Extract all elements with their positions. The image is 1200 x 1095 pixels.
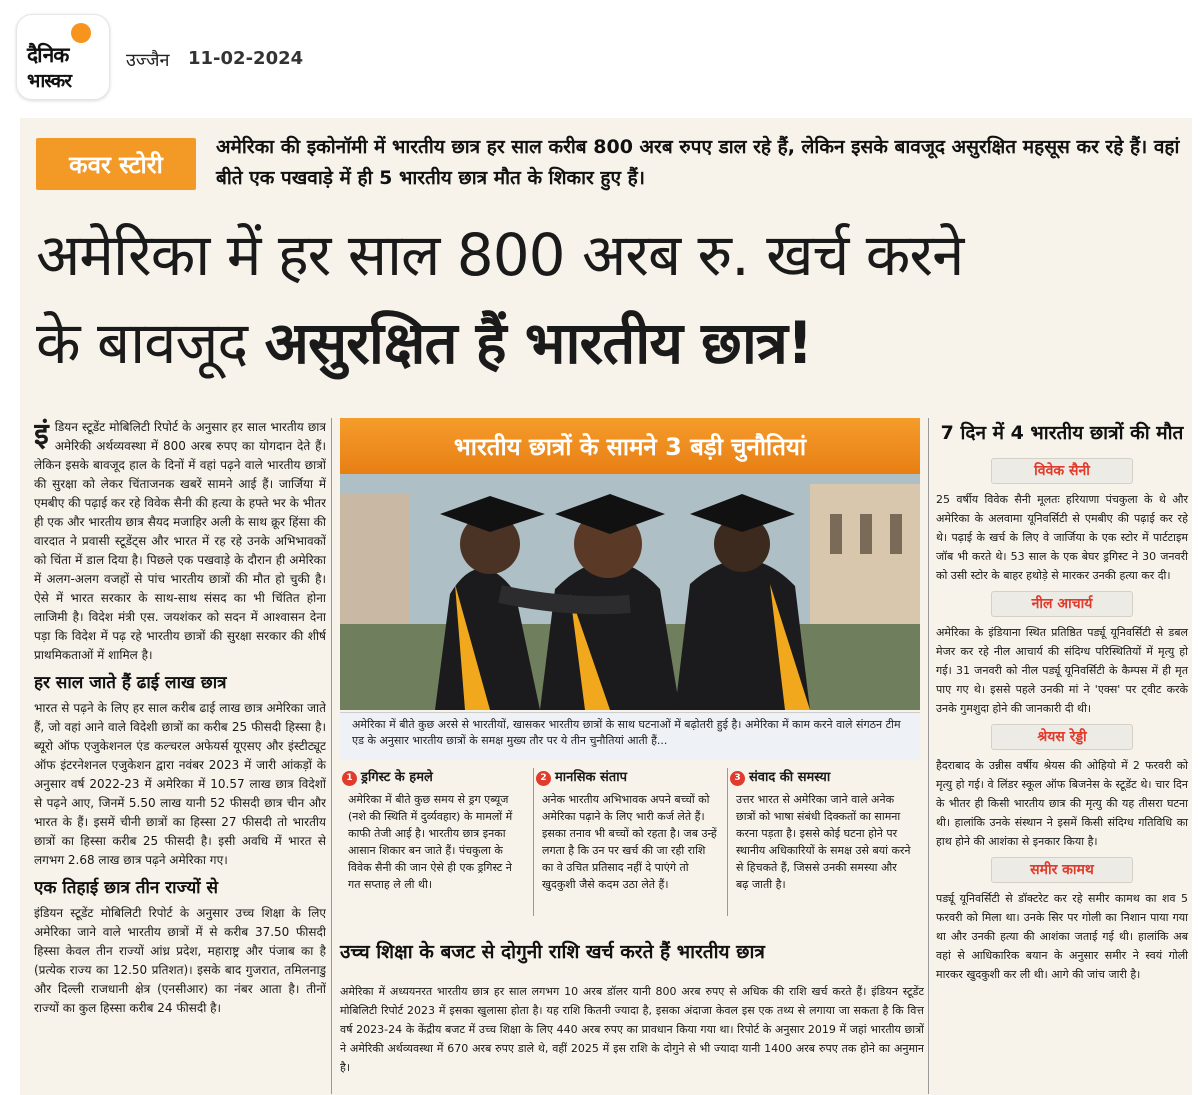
challenge-1 — [342, 768, 530, 916]
left-column — [34, 418, 326, 1094]
name-tag-neel: नील आचार्य — [991, 591, 1133, 617]
photo-caption: अमेरिका में बीते कुछ अरसे से भारतीयों, खासकर भारतीय छात्रों के साथ घटनाओं में बढ़ोतरी हुई है। अमेरिका में काम करने वाले संगठन टीम एड के अनुसार भारतीय छात्रों के समक्ष मुख्य तौर पर ये तीन चुनौतियां आती हैं... — [340, 712, 920, 760]
story-sameer: पर्ड्यू यूनिवर्सिटी से डॉक्टरेट कर रहे समीर कामथ का शव 5 फरवरी को मिला था। उनके सिर पर गोली का निशान पाया गया था और उनकी हत्या की आशंका जताई गई थी। हालांकि अब वहां से आधिकारिक बयान के अनुसार समीर ने स्वयं गोली मारकर खुदकुशी कर ली थी। आगे की जांच जारी है। — [936, 892, 1188, 981]
challenges-banner: भारतीय छात्रों के सामने 3 बड़ी चुनौतियां — [340, 418, 920, 474]
left-para-1-text: डियन स्टूडेंट मोबिलिटी रिपोर्ट के अनुसार हर साल भारतीय छात्र अमेरिकी अर्थव्यवस्था में 800 अरब रुपए का योगदान देते हैं। लेकिन इसके बावजूद हाल के दिनों में वहां पढ़ने वाले भारतीय छात्रों की सुरक्षा को लेकर चिंताजनक खबरें सामने आई हैं। जार्जिया में एमबीए की पढ़ाई कर रहे विवेक सैनी की हत्या के हफ्ते भर के भीतर ही एक और भारतीय छात्र सैयद मजाहिर अली के साथ क्रूर हिंसा की वारदात ने प्रवासी स्टूडेंट्स और भारत में रह रहे उनके अभिभावकों को चिंता में डाल दिया है। पिछले एक पखवाड़े के दौरान ही अमेरिका में अलग-अलग वजहों से पांच भारतीय छात्रों की मौत हो चुकी है। ऐसे में भारत सरकार के साथ-साथ संसद का भी चिंतित होना लाजिमी है। विदेश मंत्री एस. जयशंकर को सदन में आश्वासन देना पड़ा कि विदेश में पढ़ रहे भारतीय छात्रों की सुरक्षा सरकार की शीर्ष प्राथमिकताओं में शामिल है। — [34, 420, 326, 662]
challenge-3-heading: संवाद की समस्या — [749, 770, 831, 785]
logo-text-line2: भास्कर — [27, 70, 72, 92]
name-tag-shreyas: श्रेयस रेड्डी — [991, 724, 1133, 750]
app-header — [0, 0, 1200, 108]
intro-deck: अमेरिका की इकोनॉमी में भारतीय छात्र हर साल करीब 800 अरब रुपए डाल रहे हैं, लेकिन इसके बावजूद असुरक्षित महसूस कर रहे हैं। वहां बीते एक पखवाड़े में ही 5 भारतीय छात्र मौत के शिकार हुए हैं। — [216, 136, 1180, 189]
dainik-bhaskar-logo[interactable] — [16, 14, 110, 100]
story-vivek: 25 वर्षीय विवेक सैनी मूलतः हरियाणा पंचकुला के थे और अमेरिका के अलवामा यूनिवर्सिटी से एमबीए की पढ़ाई कर रहे थे। पढ़ाई के खर्च के लिए वे जार्जिया के एक स्टोर में पार्टटाइम जॉब भी करते थे। 53 साल के एक बेघर ड्रगिस्ट ने 30 जनवरी को उसी स्टोर के बाहर हथोड़े से मारकर उनकी हत्या कर दी। — [936, 493, 1188, 582]
challenge-2-text: अनेक भारतीय अभिभावक अपने बच्चों को अमेरिका पढ़ाने के लिए भारी कर्ज लेते हैं। इसका तनाव भी बच्चों को रहता है। जब उन्हें लगता है कि उन पर खर्च की जा रही राशि का वे उचित प्रतिसाद नहीं दे पाएंगे तो खुदकुशी जैसे कदम उठा लेते हैं। — [542, 793, 717, 891]
story-neel: अमेरिका के इंडियाना स्थित प्रतिष्ठित पर्ड्यू यूनिवर्सिटी से डबल मेजर कर रहे नील आचार्य की संदिग्ध परिस्थितियों में मृत्यु हो गई। 31 जनवरी को नील पर्ड्यू यूनिवर्सिटी के कैम्पस में ही मृत पाए गए थे। इससे पहले उनकी मां ने 'एक्स' पर ट्वीट करके उनके गुमशुदा होने की जानकारी दी थी। — [936, 626, 1188, 715]
column-divider — [331, 418, 332, 1094]
challenge-2-heading: मानसिक संताप — [555, 770, 627, 785]
graduates-photo — [340, 474, 920, 710]
left-para-1 — [34, 418, 326, 665]
cover-story-label: कवर स्टोरी — [36, 138, 196, 190]
subhead-students: हर साल जाते हैं ढाई लाख छात्र — [34, 673, 227, 693]
budget-para: अमेरिका में अध्ययनरत भारतीय छात्र हर साल लगभग 10 अरब डॉलर यानी 800 अरब रुपए से अधिक की राशि खर्च करते हैं। इंडियन स्टूडेंट मोबिलिटी रिपोर्ट 2023 में इसका खुलासा होता है। यह राशि कितनी ज्यादा है, इसका अंदाजा केवल इस एक तथ्य से लगाया जा सकता है कि वित्त वर्ष 2023-24 के केंद्रीय बजट में उच्च शिक्षा के लिए 440 अरब रुपए का प्रावधान किया गया था। रिपोर्ट के अनुसार 2019 में जहां भारतीय छात्रों ने अमेरिकी अर्थव्यवस्था में 670 अरब रुपए डाले थे, वहीं 2025 में इस राशि के दोगुने से भी ज्यादा यानी 1400 अरब रुपए तक होने का अनुमान है। — [340, 985, 924, 1074]
column-divider — [727, 768, 728, 916]
challenge-3-number: 3 — [730, 771, 745, 786]
name-tag-vivek: विवेक सैनी — [991, 458, 1133, 484]
challenge-2 — [536, 768, 724, 916]
headline-line1: अमेरिका में हर साल 800 अरब रु. खर्च करने — [36, 221, 964, 289]
name-tag-sameer: समीर कामथ — [991, 857, 1133, 883]
challenge-3-text: उत्तर भारत से अमेरिका जाने वाले अनेक छात्रों को भाषा संबंधी दिक्कतों का सामना करना पड़ता है। इससे कोई घटना होने पर स्थानीय अधिकारियों के समक्ष उसे बयां करने से हिचकते हैं, जिससे उनकी समस्या और बढ़ जाती है। — [736, 793, 911, 891]
edition-city: उज्जैन — [126, 50, 170, 71]
challenge-2-title — [536, 768, 724, 788]
left-para-3: इंडियन स्टूडेंट मोबिलिटी रिपोर्ट के अनुसार उच्च शिक्षा के लिए अमेरिका जाने वाले भारतीय छात्रों में से करीब 37.50 फीसदी हिस्सा केवल तीन राज्यों आंध्र प्रदेश, महाराष्ट्र और पंजाब का है (प्रत्येक राज्य का 12.50 प्रतिशत)। इसके बाद गुजरात, तमिलनाडु और दिल्ली राजधानी क्षेत्र (एनसीआर) का नंबर आता है। तीनों राज्यों का कुल हिस्सा करीब 24 फीसदी है। — [34, 906, 326, 1015]
challenge-2-number: 2 — [536, 771, 551, 786]
column-divider — [928, 418, 929, 1094]
sun-icon — [71, 23, 91, 43]
left-para-2: भारत से पढ़ने के लिए हर साल करीब ढाई लाख छात्र अमेरिका जाते हैं, जो वहां आने वाले विदेशी छात्रों का करीब 25 फीसदी हिस्सा है। ब्यूरो ऑफ एजुकेशनल एंड कल्चरल अफेयर्स यूएसए और इंस्टीट्यूट ऑफ इंटरनेशनल एजुकेशन द्वारा नवंबर 2023 में जारी आंकड़ों के अनुसार वर्ष 2022-23 में अमेरिका में 10.57 लाख छात्र विदेशों से पढ़ने आए, जिनमें 5.50 लाख यानी 52 फीसदी छात्र चीन और भारत के हैं। इसमें चीनी छात्रों का हिस्सा 27 फीसदी तो भारतीय छात्रों का हिस्सा करीब 25 फीसदी है। इसी अवधि में भारत से लगभग 2.68 लाख छात्र पढ़ने अमेरिका गए। — [34, 701, 326, 867]
challenge-3-title — [730, 768, 918, 788]
headline-line2 — [36, 300, 1196, 386]
budget-subhead: उच्च शिक्षा के बजट से दोगुनी राशि खर्च करते हैं भारतीय छात्र — [340, 941, 765, 963]
headline-line2-bold: असुरक्षित हैं भारतीय छात्र! — [264, 309, 813, 377]
story-shreyas: हैदराबाद के उन्नीस वर्षीय श्रेयस की ओहियो में 2 फरवरी को मृत्यु हो गई। वे लिंडर स्कूल ऑफ बिजनेस के स्टूडेंट थे। चार दिन के भीतर ही किसी भारतीय छात्र की मृत्यु की यह तीसरा घटना थी। हालांकि उनके संस्थान ने इसमें किसी संदिग्ध गतिविधि का हाथ होने की आशंका से इनकार किया है। — [936, 759, 1188, 848]
challenge-1-text: अमेरिका में बीते कुछ समय से ड्रग एब्यूज (नशे की स्थिति में दुर्व्यवहार) के मामलों में काफी तेजी आई है। भारतीय छात्र इनका आसान शिकार बन जाते हैं। पंचकुला के विवेक सैनी की जान ऐसे ही एक ड्रगिस्ट ने गत सप्ताह ले ली थी। — [348, 793, 513, 891]
deaths-title: 7 दिन में 4 भारतीय छात्रों की मौत — [940, 422, 1184, 444]
subhead-states: एक तिहाई छात्र तीन राज्यों से — [34, 878, 218, 898]
graduates-illustration — [340, 474, 920, 710]
right-column — [936, 418, 1188, 984]
edition-date: 11-02-2024 — [188, 48, 304, 69]
headline-line2-regular: के बावजूद — [36, 309, 265, 377]
challenge-1-number: 1 — [342, 771, 357, 786]
column-divider — [533, 768, 534, 916]
challenge-3 — [730, 768, 918, 916]
challenge-1-heading: ड्रगिस्ट के हमले — [361, 770, 433, 785]
logo-text-line1: दैनिक — [27, 43, 69, 67]
challenge-1-title — [342, 768, 530, 788]
drop-cap: इं — [34, 418, 49, 452]
